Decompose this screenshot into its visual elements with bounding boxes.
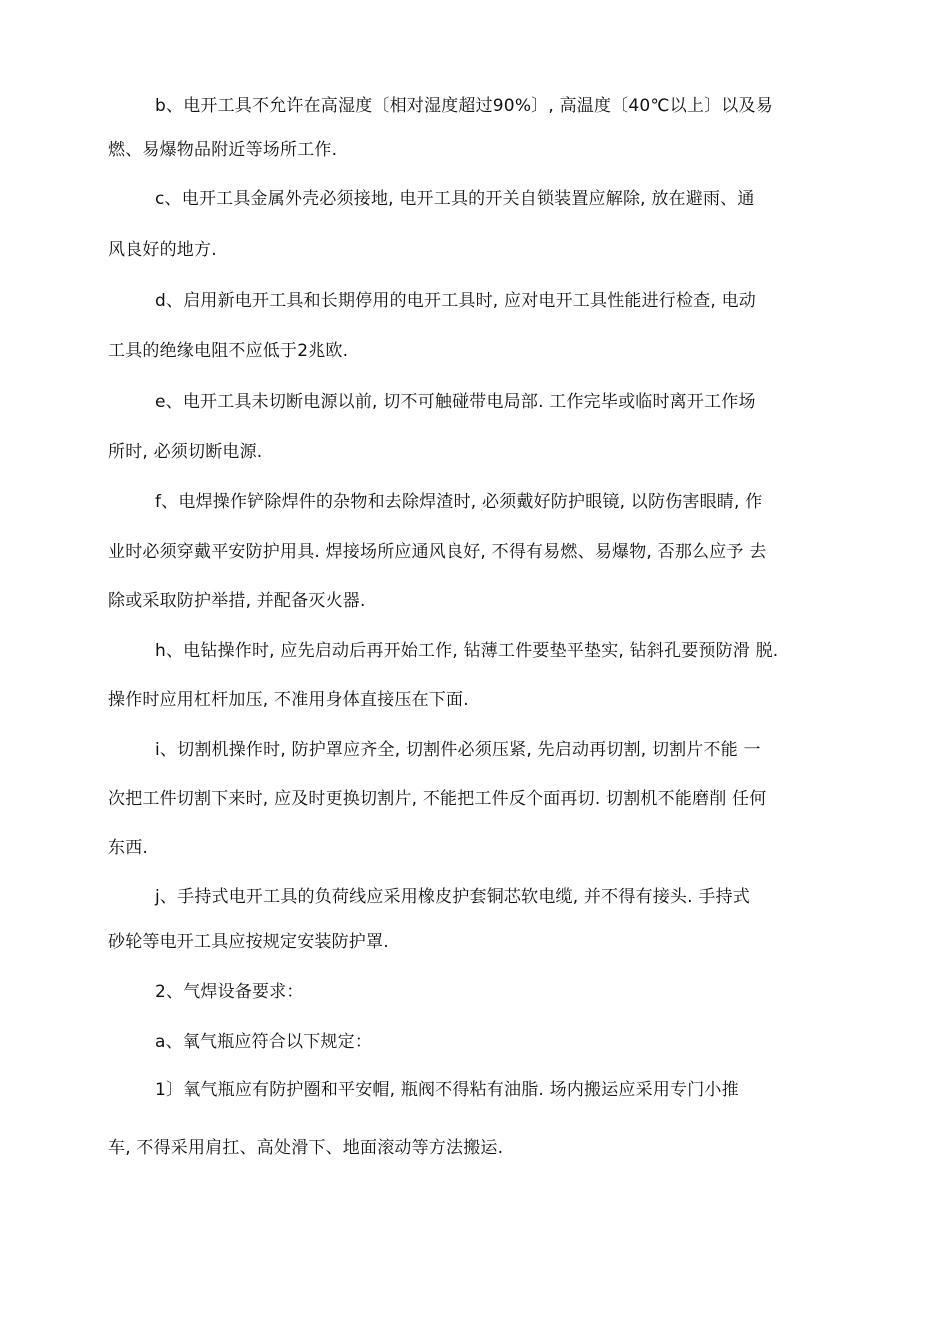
text-line: 车, 不得采用肩扛、高处滑下、地面滚动等方法搬运.: [108, 1138, 504, 1158]
text-line: h、电钻操作时, 应先启动后再开始工作, 钻薄工件要垫平垫实, 钻斜孔要预防滑 脱.: [155, 641, 779, 661]
text-line: 燃、易爆物品附近等场所工作.: [108, 140, 338, 160]
text-line: 砂轮等电开工具应按规定安装防护罩.: [108, 932, 389, 952]
section-heading: 2、气焊设备要求：: [155, 982, 304, 1002]
text-line: 东西.: [108, 838, 149, 858]
text-line: 业时必须穿戴平安防护用具. 焊接场所应通风良好, 不得有易燃、易爆物, 否那么应予 去: [108, 542, 767, 562]
text-line: 操作时应用杠杆加压, 不准用身体直接压在下面.: [108, 690, 469, 710]
text-line: 工具的绝缘电阻不应低于2兆欧.: [108, 341, 349, 361]
text-line: j、手持式电开工具的负荷线应采用橡皮护套铜芯软电缆, 并不得有接头. 手持式: [155, 887, 750, 907]
text-line: 风良好的地方.: [108, 240, 217, 260]
text-line: 次把工件切割下来时, 应及时更换切割片, 不能把工件反个面再切. 切割机不能磨削 任何: [108, 789, 767, 809]
text-line: 所时, 必须切断电源.: [108, 442, 263, 462]
text-line: d、启用新电开工具和长期停用的电开工具时, 应对电开工具性能进行检查, 电动: [155, 291, 757, 311]
text-line: f、电焊操作铲除焊件的杂物和去除焊渣时, 必须戴好防护眼镜, 以防伤害眼睛, 作: [155, 492, 763, 512]
text-line: e、电开工具未切断电源以前, 切不可触碰带电局部. 工作完毕或临时离开工作场: [155, 392, 756, 412]
text-line: c、电开工具金属外壳必须接地, 电开工具的开关自锁装置应解除, 放在避雨、通: [155, 189, 755, 209]
text-line: a、氧气瓶应符合以下规定：: [155, 1032, 373, 1052]
text-line: b、电开工具不允许在高湿度〔相对湿度超过90%〕, 高温度〔40℃以上〕以及易: [155, 96, 773, 116]
text-line: 1〕氧气瓶应有防护圈和平安帽, 瓶阀不得粘有油脂. 场内搬运应采用专门小推: [155, 1080, 739, 1100]
text-line: 除或采取防护举措, 并配备灭火器.: [108, 591, 366, 611]
text-line: i、切割机操作时, 防护罩应齐全, 切割件必须压紧, 先启动再切割, 切割片不能 一: [155, 740, 761, 760]
